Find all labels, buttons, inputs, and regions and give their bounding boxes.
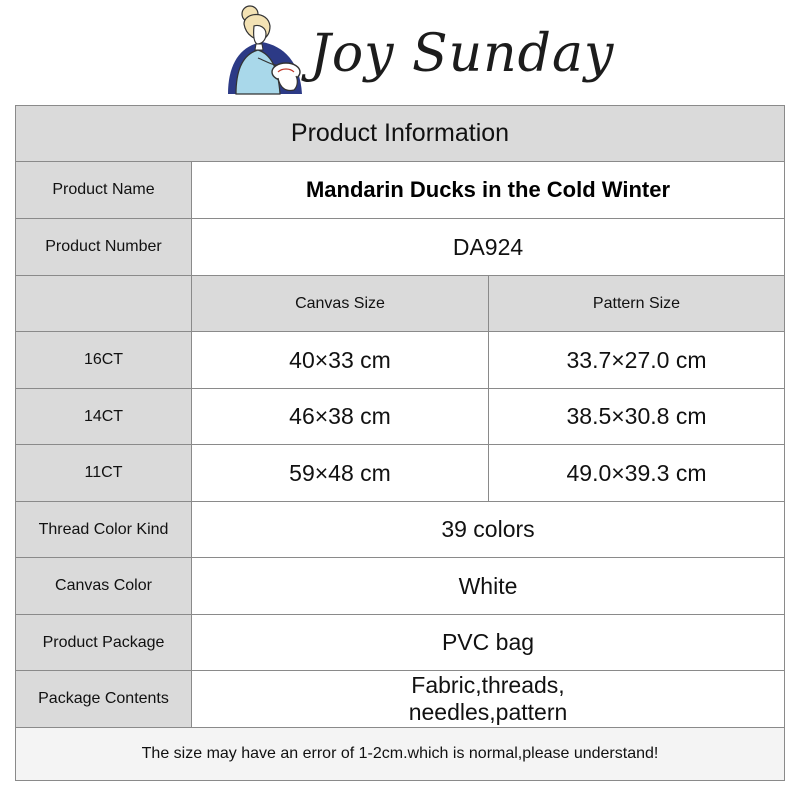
canvas-size-value: 40×33 cm: [191, 332, 488, 388]
canvas-color-row: [16, 557, 784, 614]
package-contents-label: Package Contents: [16, 671, 191, 727]
embroidering-woman-logo-icon: [222, 2, 306, 98]
product-number-value: DA924: [191, 219, 784, 275]
pattern-size-value: 49.0×39.3 cm: [488, 445, 784, 501]
table-row: [16, 331, 784, 388]
product-name-label: Product Name: [16, 162, 191, 218]
table-title-row: [16, 106, 784, 161]
product-info-table: [15, 105, 785, 781]
pattern-size-header: Pattern Size: [488, 276, 784, 331]
canvas-size-value: 46×38 cm: [191, 389, 488, 444]
canvas-size-header: Canvas Size: [191, 276, 488, 331]
table-row: [16, 444, 784, 501]
package-contents-row: [16, 670, 784, 727]
package-contents-value: [191, 671, 784, 727]
product-name-value: Mandarin Ducks in the Cold Winter: [191, 162, 784, 218]
size-note-row: [16, 727, 784, 780]
pattern-size-value: 38.5×30.8 cm: [488, 389, 784, 444]
pattern-size-value: 33.7×27.0 cm: [488, 332, 784, 388]
brand-logo-text: Joy Sunday: [310, 24, 615, 84]
product-package-row: [16, 614, 784, 670]
canvas-size-value: 59×48 cm: [191, 445, 488, 501]
canvas-color-label: Canvas Color: [16, 558, 191, 614]
product-number-row: [16, 218, 784, 275]
canvas-color-value: White: [191, 558, 784, 614]
size-header-row: [16, 275, 784, 331]
product-number-label: Product Number: [16, 219, 191, 275]
table-row: [16, 388, 784, 444]
thread-color-value: 39 colors: [191, 502, 784, 557]
product-package-label: Product Package: [16, 615, 191, 670]
table-title: Product Information: [290, 119, 510, 147]
thread-color-row: [16, 501, 784, 557]
stitch-count-label: 16CT: [16, 332, 191, 388]
package-contents-line: needles,pattern: [408, 699, 568, 725]
brand-header: [0, 0, 800, 100]
stitch-count-label: 11CT: [16, 445, 191, 501]
size-header-blank: [16, 276, 191, 331]
stitch-count-label: 14CT: [16, 389, 191, 444]
product-package-value: PVC bag: [191, 615, 784, 670]
package-contents-line: Fabric,threads,: [411, 672, 565, 698]
product-name-row: [16, 161, 784, 218]
thread-color-label: Thread Color Kind: [16, 502, 191, 557]
size-error-note: The size may have an error of 1-2cm.which is normal,please understand!: [141, 745, 659, 762]
